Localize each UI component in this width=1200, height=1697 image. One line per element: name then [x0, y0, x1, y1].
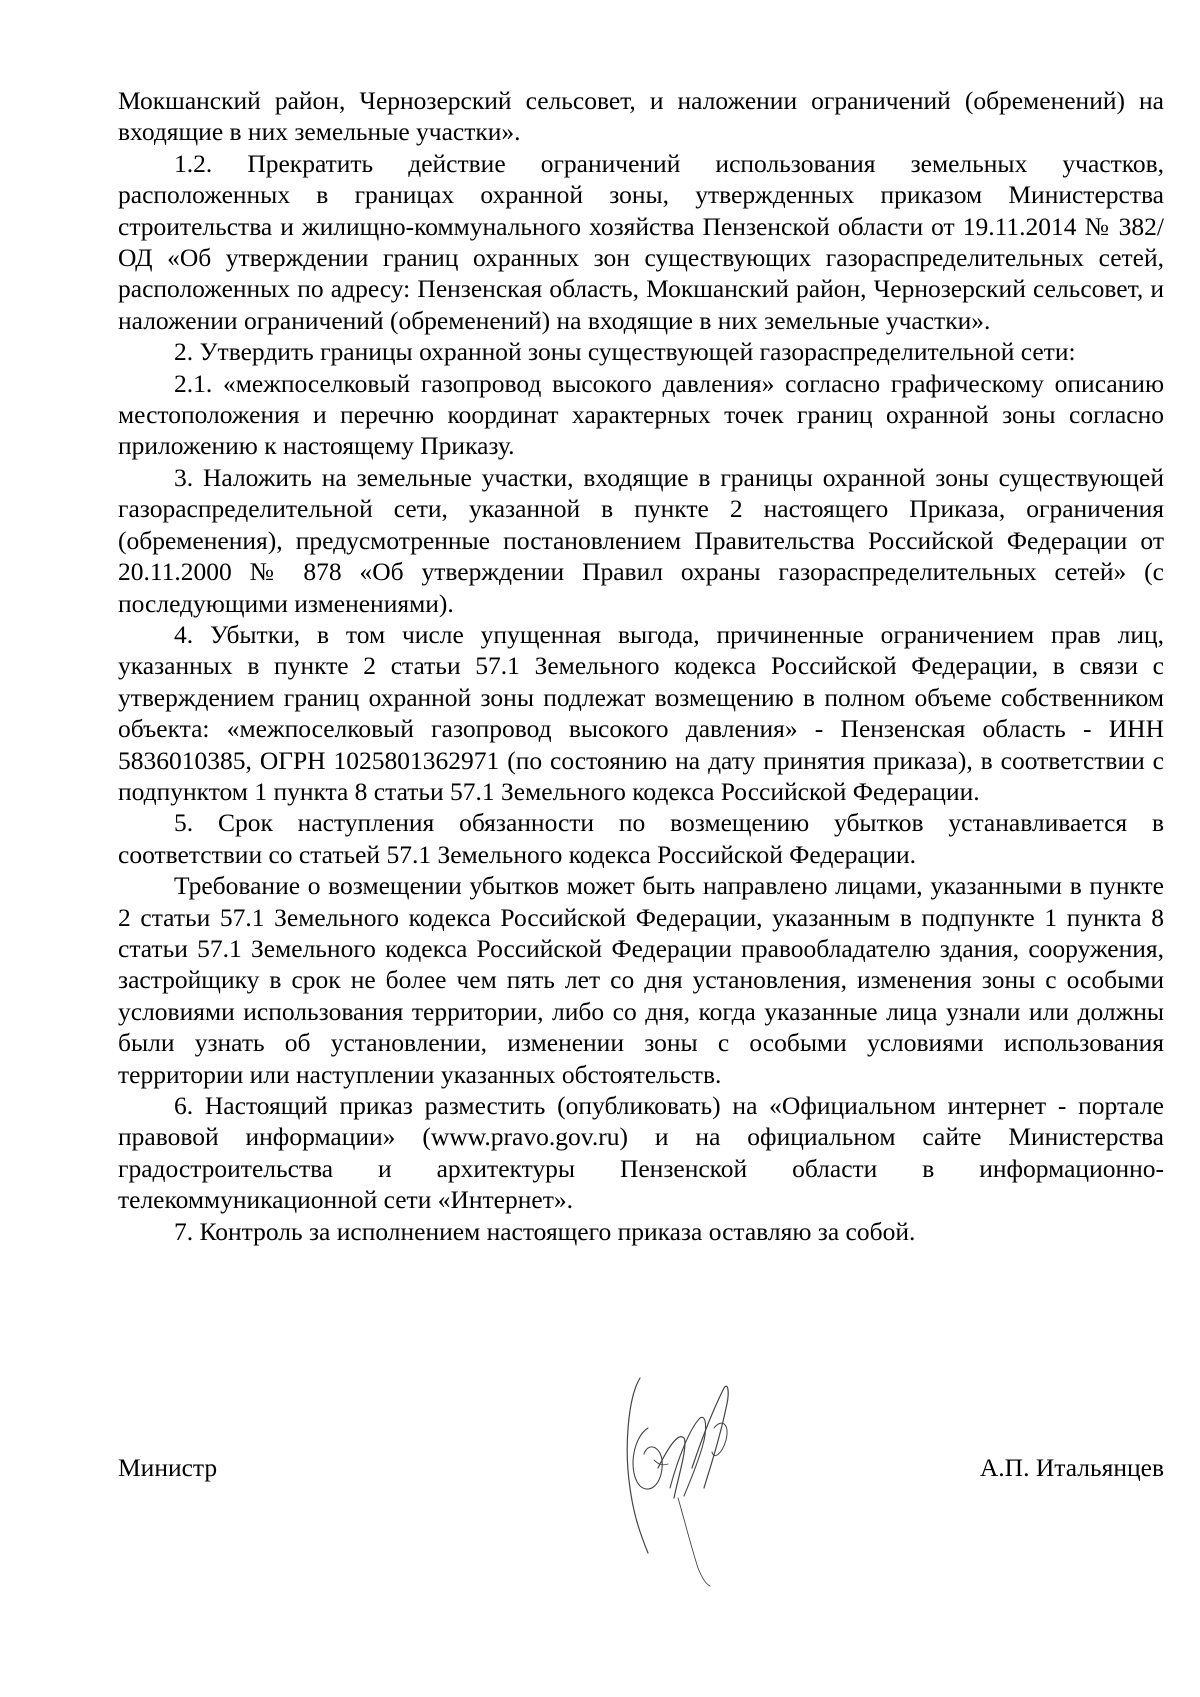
paragraph-3: 3. Наложить на земельные участки, входящие в границы охранной зоны существующей газораспределительной сети, указанной в пункте 2 настоящего Приказа, ограничения (обременения), предусмотренные постановлением Правительства Российской Федерации от 20.11.2000 № 878 «Об утверждении Правил охраны газораспределительных сетей» (с последующими изменениями).	[118, 462, 1164, 618]
paragraph-5-requirement: Требование о возмещении убытков может быть направлено лицами, указанными в пункте 2 статьи 57.1 Земельного кодекса Российской Федерации, указанным в подпункте 1 пункта 8 статьи 57.1 Земельного кодекса Российской Федерации правообладателю здания, сооружения, застройщику в срок не более чем пять лет со дня установления, изменения зоны с особыми условиями использования территории, либо со дня, когда указанные лица узнали или должны были узнать об установлении, изменении зоны с особыми условиями использования территории или наступлении указанных обстоятельств.	[118, 871, 1164, 1089]
paragraph-1-2: 1.2. Прекратить действие ограничений использования земельных участков, расположенных в границах охранной зоны, утвержденных приказом Министерства строительства и жилищно-коммунального хозяйства Пензенской области от 19.11.2014 № 382/ОД «Об утверждении границ охранных зон существующих газораспределительных сетей, расположенных по адресу: Пензенская область, Мокшанский район, Чернозерский сельсовет, и наложении ограничений (обременений) на входящие в них земельные участки».	[118, 148, 1164, 335]
paragraph-continuation: Мокшанский район, Чернозерский сельсовет, и наложении ограничений (обременений) на входящие в них земельные участки».	[118, 86, 1164, 147]
signatory-name: А.П. Итальянцев	[979, 1453, 1164, 1482]
signature-block	[118, 1452, 1164, 1492]
paragraph-5: 5. Срок наступления обязанности по возмещению убытков устанавливается в соответствии со статьей 57.1 Земельного кодекса Российской Федерации.	[118, 808, 1164, 869]
paragraph-2-1: 2.1. «межпоселковый газопровод высокого давления» согласно графическому описанию местоположения и перечню координат характерных точек границ охранной зоны согласно приложению к настоящему Приказу.	[118, 368, 1164, 461]
paragraph-7: 7. Контроль за исполнением настоящего приказа оставляю за собой.	[174, 1216, 916, 1246]
signatory-title: Министр	[118, 1453, 218, 1482]
document-body	[118, 85, 1164, 1247]
paragraph-2: 2. Утвердить границы охранной зоны существующей газораспределительной сети:	[174, 337, 1076, 367]
paragraph-6: 6. Настоящий приказ разместить (опубликовать) на «Официальном интернет - портале правовой информации» (www.pravo.gov.ru) и на официальном сайте Министерства градостроительства и архитектуры Пензенской области в информационно-телекоммуникационной сети «Интернет».	[118, 1091, 1164, 1215]
paragraph-4: 4. Убытки, в том числе упущенная выгода, причиненные ограничением прав лиц, указанных в пункте 2 статьи 57.1 Земельного кодекса Российской Федерации, в связи с утверждением границ охранной зоны подлежат возмещению в полном объеме собственником объекта: «межпоселковый газопровод высокого давления» - Пензенская область - ИНН 5836010385, ОГРН 1025801362971 (по состоянию на дату принятия приказа), в соответствии с подпунктом 1 пункта 8 статьи 57.1 Земельного кодекса Российской Федерации.	[118, 619, 1164, 806]
